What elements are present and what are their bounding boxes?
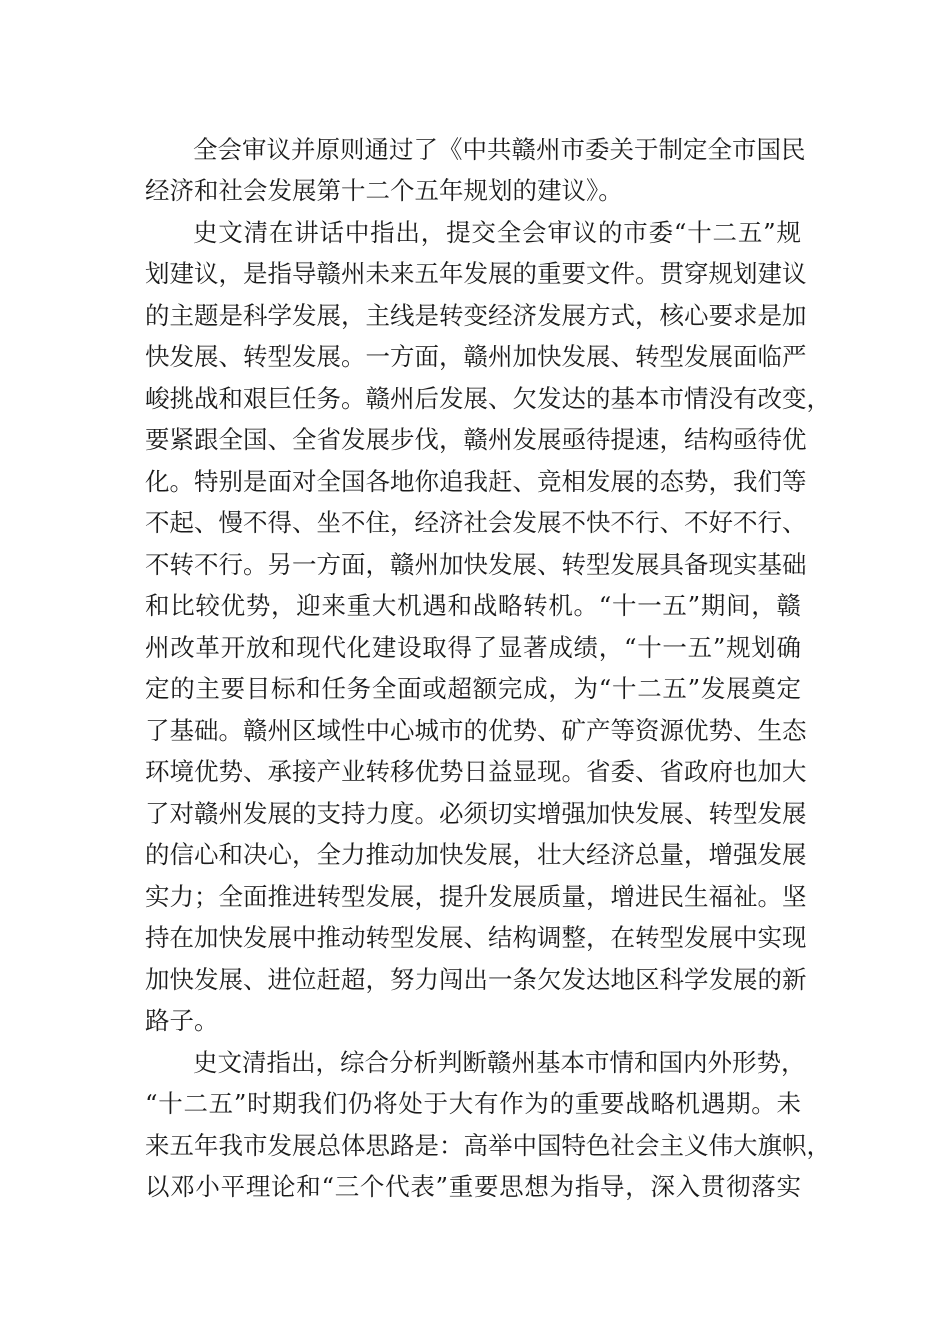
paragraph-line: 要紧跟全国、全省发展步伐，赣州发展亟待提速，结构亟待优	[145, 425, 807, 454]
paragraph-line: 的主题是科学发展，主线是转变经济发展方式，核心要求是加	[145, 301, 807, 330]
paragraph-line: 以邓小平理论和“三个代表”重要思想为指导，深入贯彻落实	[145, 1172, 801, 1201]
paragraph-line: 环境优势、承接产业转移优势日益显现。省委、省政府也加大	[145, 757, 807, 786]
paragraph-line: 来五年我市发展总体思路是：高举中国特色社会主义伟大旗帜，	[145, 1131, 831, 1160]
paragraph-line: 定的主要目标和任务全面或超额完成，为“十二五”发展奠定	[145, 674, 801, 703]
paragraph-line: 不转不行。另一方面，赣州加快发展、转型发展具备现实基础	[145, 550, 807, 579]
paragraph-line: 不起、慢不得、坐不住，经济社会发展不快不行、不好不行、	[145, 508, 807, 537]
paragraph-line: 实力；全面推进转型发展，提升发展质量，增进民生福祉。坚	[145, 882, 807, 911]
paragraph-line: 峻挑战和艰巨任务。赣州后发展、欠发达的基本市情没有改变，	[145, 384, 831, 413]
paragraph-line: 和比较优势，迎来重大机遇和战略转机。“十一五”期间，赣	[145, 591, 801, 620]
paragraph-line: 了对赣州发展的支持力度。必须切实增强加快发展、转型发展	[145, 799, 807, 828]
paragraph-line: 化。特别是面对全国各地你追我赶、竞相发展的态势，我们等	[145, 467, 807, 496]
paragraph-line: “十二五”时期我们仍将处于大有作为的重要战略机遇期。未	[145, 1089, 801, 1118]
paragraph-line: 划建议，是指导赣州未来五年发展的重要文件。贯穿规划建议	[145, 259, 807, 288]
paragraph-line: 的信心和决心，全力推动加快发展，壮大经济总量，增强发展	[145, 840, 807, 869]
paragraph-line: 了基础。赣州区域性中心城市的优势、矿产等资源优势、生态	[145, 716, 807, 745]
paragraph-line: 史文清在讲话中指出，提交全会审议的市委“十二五”规	[193, 218, 801, 247]
paragraph-line: 持在加快发展中推动转型发展、结构调整，在转型发展中实现	[145, 923, 807, 952]
paragraph-line: 路子。	[145, 1006, 219, 1035]
paragraph-line: 快发展、转型发展。一方面，赣州加快发展、转型发展面临严	[145, 342, 807, 371]
paragraph-line: 加快发展、进位赶超，努力闯出一条欠发达地区科学发展的新	[145, 965, 807, 994]
paragraph-line: 史文清指出，综合分析判断赣州基本市情和国内外形势，	[193, 1048, 806, 1077]
paragraph-line: 全会审议并原则通过了《中共赣州市委关于制定全市国民	[193, 135, 806, 164]
paragraph-line: 经济和社会发展第十二个五年规划的建议》。	[145, 176, 623, 205]
paragraph-line: 州改革开放和现代化建设取得了显著成绩，“十一五”规划确	[145, 633, 801, 662]
